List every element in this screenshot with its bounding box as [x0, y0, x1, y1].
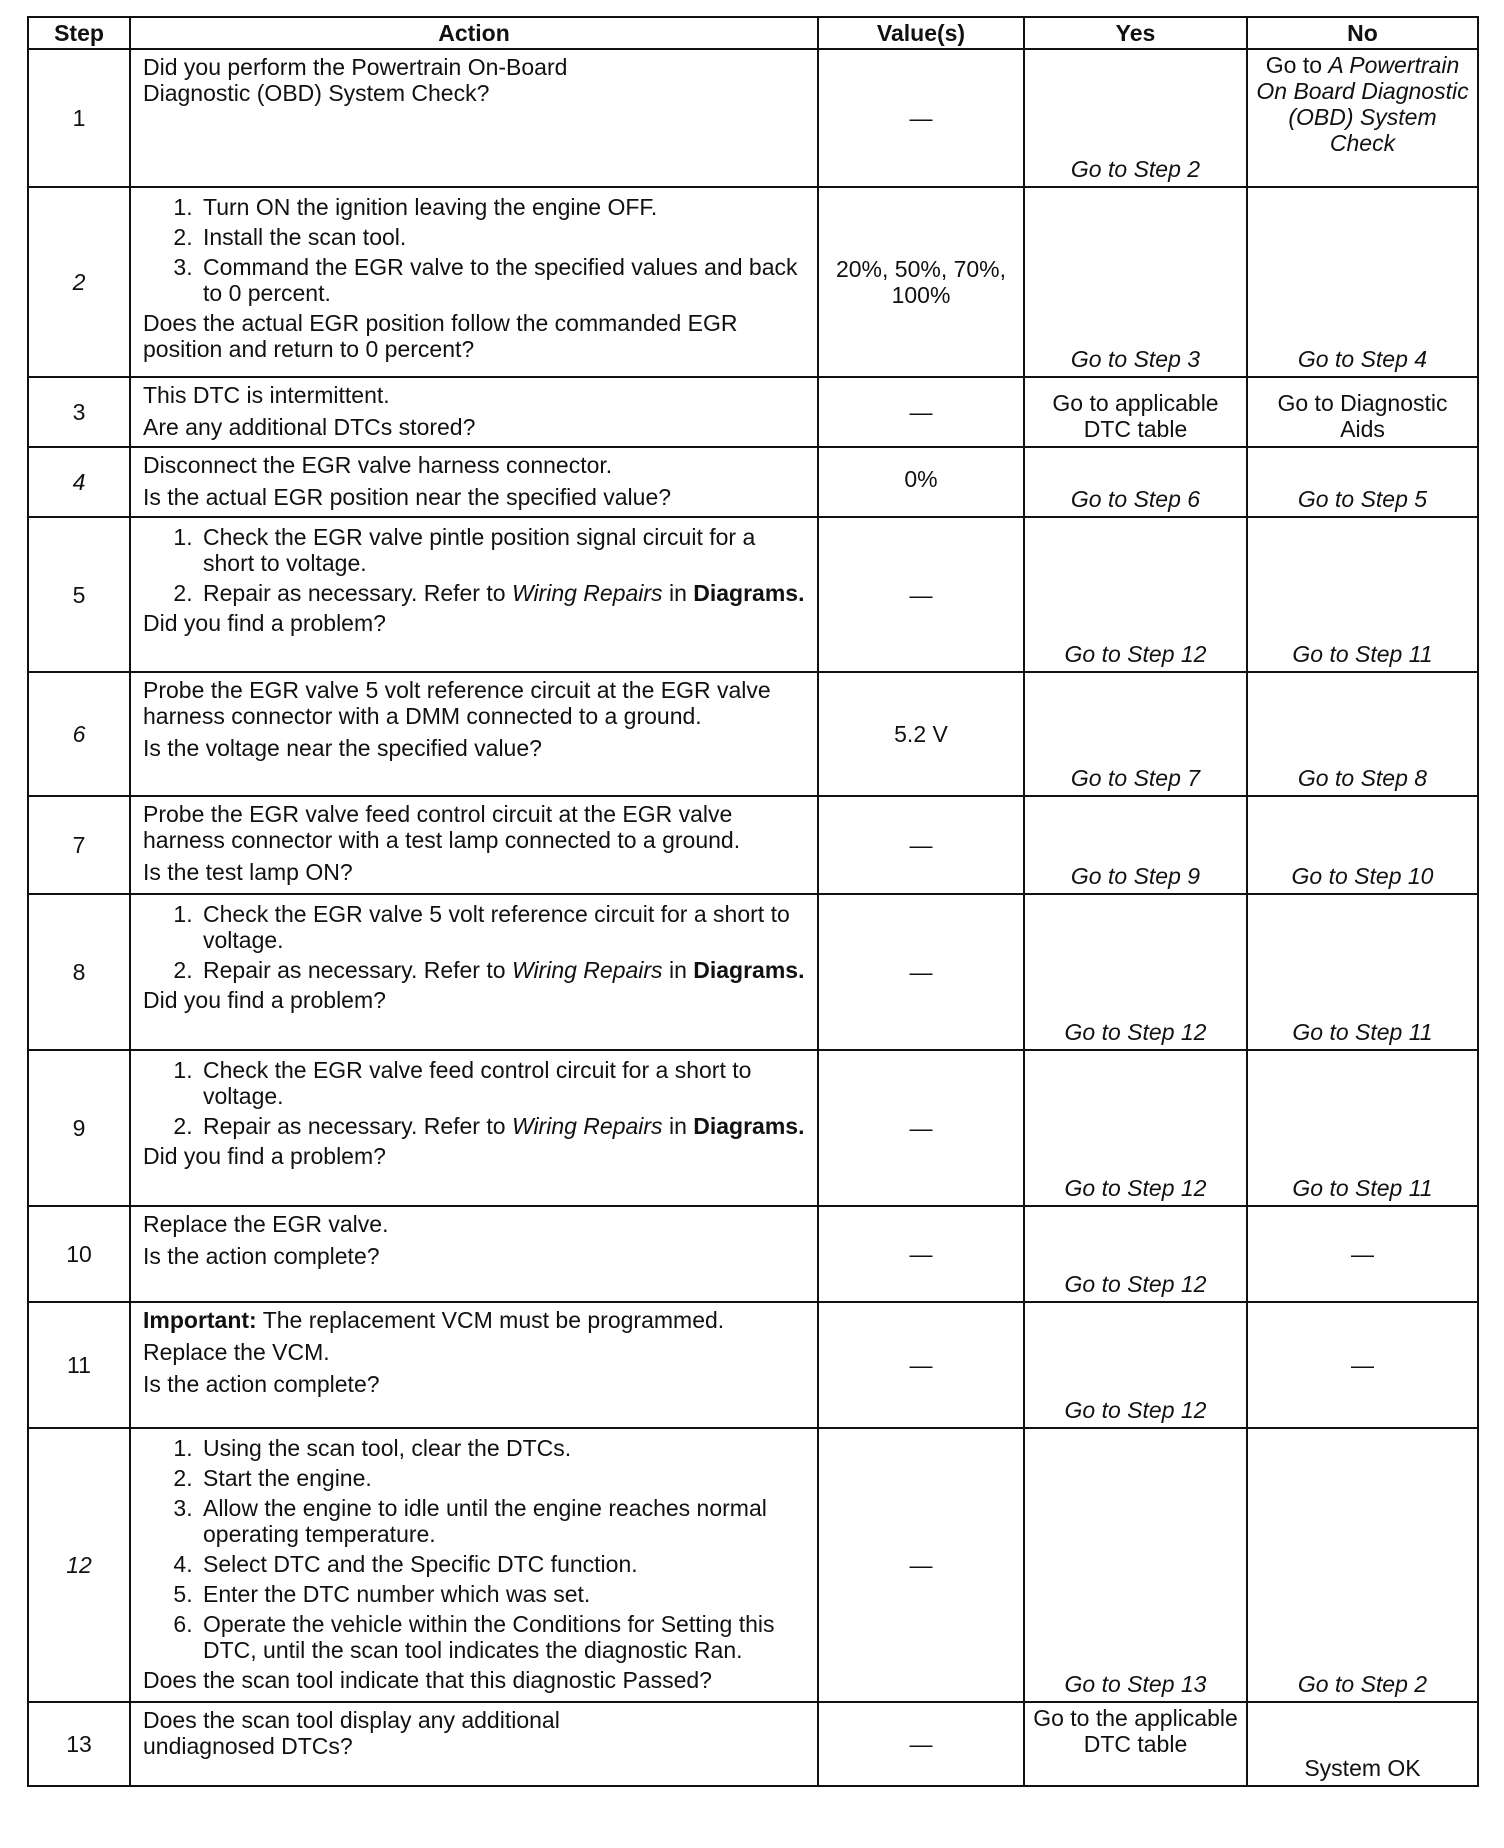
- action-line: Replace the VCM.: [143, 1339, 330, 1365]
- list-item: 1. Turn ON the ignition leaving the engine OFF.: [199, 194, 805, 220]
- no-cell: —: [1247, 1302, 1478, 1428]
- reference-section: Diagrams.: [693, 957, 805, 983]
- step-number: 7: [28, 796, 130, 894]
- list-item: 3. Allow the engine to idle until the engine reaches normal operating temperature.: [199, 1495, 805, 1547]
- yes-cell: Go to Step 12: [1024, 894, 1247, 1050]
- yes-cell: Go to Step 3: [1024, 187, 1247, 377]
- no-cell: Go to Step 11: [1247, 894, 1478, 1050]
- reference-link: Wiring Repairs: [511, 957, 663, 983]
- instruction-list: [143, 524, 805, 606]
- step-number: 5: [28, 517, 130, 672]
- table-row: [28, 1050, 1478, 1206]
- list-item: 4. Select DTC and the Specific DTC function.: [199, 1551, 805, 1577]
- no-cell: Go to Step 4: [1247, 187, 1478, 377]
- yes-cell: Go to Step 6: [1024, 447, 1247, 517]
- instruction-list: [143, 1057, 805, 1139]
- question: Is the action complete?: [143, 1371, 380, 1397]
- action-cell: [130, 1428, 818, 1702]
- action-cell: [130, 49, 818, 187]
- list-item: 1. Check the EGR valve 5 volt reference circuit for a short to voltage.: [199, 901, 805, 953]
- no-cell: System OK: [1247, 1702, 1478, 1786]
- no-cell: Go to Step 11: [1247, 517, 1478, 672]
- list-item: [199, 580, 805, 606]
- question: Did you perform the Powertrain On-Board Diagnostic (OBD) System Check?: [143, 54, 568, 106]
- no-cell: Go to Step 8: [1247, 672, 1478, 796]
- question: Does the scan tool display any additional undiagnosed DTCs?: [143, 1707, 560, 1759]
- action-line: This DTC is intermittent.: [143, 382, 390, 408]
- action-line: Probe the EGR valve feed control circuit at the EGR valve harness connector with a test lamp connected to a ground.: [143, 801, 741, 853]
- yes-cell: Go to Step 12: [1024, 517, 1247, 672]
- yes-cell: Go to Step 12: [1024, 1302, 1247, 1428]
- table-row: [28, 894, 1478, 1050]
- yes-cell: Go to Step 13: [1024, 1428, 1247, 1702]
- table-row: [28, 1702, 1478, 1786]
- no-prefix: Go to: [1265, 52, 1323, 78]
- value-cell: —: [818, 894, 1024, 1050]
- question: Are any additional DTCs stored?: [143, 414, 476, 440]
- yes-cell: Go to applicable DTC table: [1024, 377, 1247, 447]
- diagnostic-table: [27, 16, 1479, 1787]
- no-cell: [1247, 49, 1478, 187]
- important-note: [143, 1307, 805, 1333]
- no-cell: Go to Step 11: [1247, 1050, 1478, 1206]
- question: Did you find a problem?: [143, 610, 386, 636]
- question: Is the actual EGR position near the specified value?: [143, 484, 672, 510]
- table-row: [28, 447, 1478, 517]
- step-number: 2: [28, 187, 130, 377]
- item-text: Repair as necessary. Refer to: [203, 957, 506, 983]
- list-item: [199, 957, 805, 983]
- value-cell: —: [818, 1302, 1024, 1428]
- step-number: 4: [28, 447, 130, 517]
- instruction-list: [143, 194, 805, 306]
- value-cell: 20%, 50%, 70%, 100%: [818, 187, 1024, 377]
- question: Is the test lamp ON?: [143, 859, 353, 885]
- yes-cell: Go to Step 9: [1024, 796, 1247, 894]
- value-cell: 5.2 V: [818, 672, 1024, 796]
- yes-cell: Go to Step 12: [1024, 1050, 1247, 1206]
- step-number: 10: [28, 1206, 130, 1302]
- instruction-list: [143, 1435, 805, 1663]
- no-link: A Powertrain On Board Diagnostic (OBD) System Check: [1256, 52, 1469, 156]
- question: Is the action complete?: [143, 1243, 380, 1269]
- action-cell: [130, 517, 818, 672]
- action-cell: [130, 1702, 818, 1786]
- action-cell: [130, 1206, 818, 1302]
- reference-link: Wiring Repairs: [511, 580, 663, 606]
- step-number: 8: [28, 894, 130, 1050]
- header-yes: Yes: [1024, 17, 1247, 49]
- list-item: 6. Operate the vehicle within the Conditions for Setting this DTC, until the scan tool indicates the diagnostic Ran.: [199, 1611, 805, 1663]
- table-row: [28, 49, 1478, 187]
- action-cell: [130, 1302, 818, 1428]
- header-values: Value(s): [818, 17, 1024, 49]
- header-no: No: [1247, 17, 1478, 49]
- no-cell: Go to Step 5: [1247, 447, 1478, 517]
- list-item: 1. Using the scan tool, clear the DTCs.: [199, 1435, 805, 1461]
- header-action: Action: [130, 17, 818, 49]
- list-item: 1. Check the EGR valve feed control circuit for a short to voltage.: [199, 1057, 805, 1109]
- list-item: 1. Check the EGR valve pintle position signal circuit for a short to voltage.: [199, 524, 805, 576]
- value-cell: —: [818, 1050, 1024, 1206]
- item-text: in: [668, 957, 687, 983]
- instruction-list: [143, 901, 805, 983]
- value-cell: 0%: [818, 447, 1024, 517]
- table-row: [28, 1428, 1478, 1702]
- action-line: Replace the EGR valve.: [143, 1211, 389, 1237]
- action-line: Probe the EGR valve 5 volt reference circuit at the EGR valve harness connector with a DMM connected to a ground.: [143, 677, 771, 729]
- header-step: Step: [28, 17, 130, 49]
- yes-cell: Go to Step 2: [1024, 49, 1247, 187]
- action-cell: [130, 377, 818, 447]
- yes-cell: Go to Step 12: [1024, 1206, 1247, 1302]
- step-number: 11: [28, 1302, 130, 1428]
- step-number: 13: [28, 1702, 130, 1786]
- yes-cell: Go to Step 7: [1024, 672, 1247, 796]
- item-text: Repair as necessary. Refer to: [203, 1113, 506, 1139]
- list-item: [199, 1113, 805, 1139]
- table-row: [28, 377, 1478, 447]
- value-cell: —: [818, 796, 1024, 894]
- no-cell: Go to Diagnostic Aids: [1247, 377, 1478, 447]
- action-line: Disconnect the EGR valve harness connector.: [143, 452, 613, 478]
- no-cell: —: [1247, 1206, 1478, 1302]
- step-number: 9: [28, 1050, 130, 1206]
- list-item: 2. Start the engine.: [199, 1465, 805, 1491]
- question: Does the scan tool indicate that this diagnostic Passed?: [143, 1667, 712, 1693]
- list-item: 2. Install the scan tool.: [199, 224, 805, 250]
- question: Did you find a problem?: [143, 1143, 386, 1169]
- action-cell: [130, 894, 818, 1050]
- table-row: [28, 187, 1478, 377]
- action-cell: [130, 447, 818, 517]
- no-cell: Go to Step 10: [1247, 796, 1478, 894]
- question: Did you find a problem?: [143, 987, 386, 1013]
- important-label: Important:: [143, 1307, 257, 1333]
- action-cell: [130, 187, 818, 377]
- header-row: [28, 17, 1478, 49]
- value-cell: —: [818, 49, 1024, 187]
- item-text: Repair as necessary. Refer to: [203, 580, 506, 606]
- action-cell: [130, 1050, 818, 1206]
- table-row: [28, 796, 1478, 894]
- item-text: in: [668, 1113, 687, 1139]
- value-cell: —: [818, 1206, 1024, 1302]
- table-row: [28, 672, 1478, 796]
- action-cell: [130, 672, 818, 796]
- value-cell: —: [818, 517, 1024, 672]
- table-row: [28, 1206, 1478, 1302]
- step-number: 6: [28, 672, 130, 796]
- table-row: [28, 517, 1478, 672]
- table-row: [28, 1302, 1478, 1428]
- step-number: 1: [28, 49, 130, 187]
- reference-link: Wiring Repairs: [511, 1113, 663, 1139]
- important-text: The replacement VCM must be programmed.: [262, 1307, 725, 1333]
- value-cell: —: [818, 377, 1024, 447]
- question: Does the actual EGR position follow the commanded EGR position and return to 0 percent?: [143, 310, 738, 362]
- action-cell: [130, 796, 818, 894]
- step-number: 12: [28, 1428, 130, 1702]
- list-item: 5. Enter the DTC number which was set.: [199, 1581, 805, 1607]
- no-cell: Go to Step 2: [1247, 1428, 1478, 1702]
- question: Is the voltage near the specified value?: [143, 735, 542, 761]
- yes-cell: Go to the applicable DTC table: [1024, 1702, 1247, 1786]
- reference-section: Diagrams.: [693, 580, 805, 606]
- list-item: 3. Command the EGR valve to the specified values and back to 0 percent.: [199, 254, 805, 306]
- value-cell: —: [818, 1702, 1024, 1786]
- value-cell: —: [818, 1428, 1024, 1702]
- reference-section: Diagrams.: [693, 1113, 805, 1139]
- item-text: in: [668, 580, 687, 606]
- step-number: 3: [28, 377, 130, 447]
